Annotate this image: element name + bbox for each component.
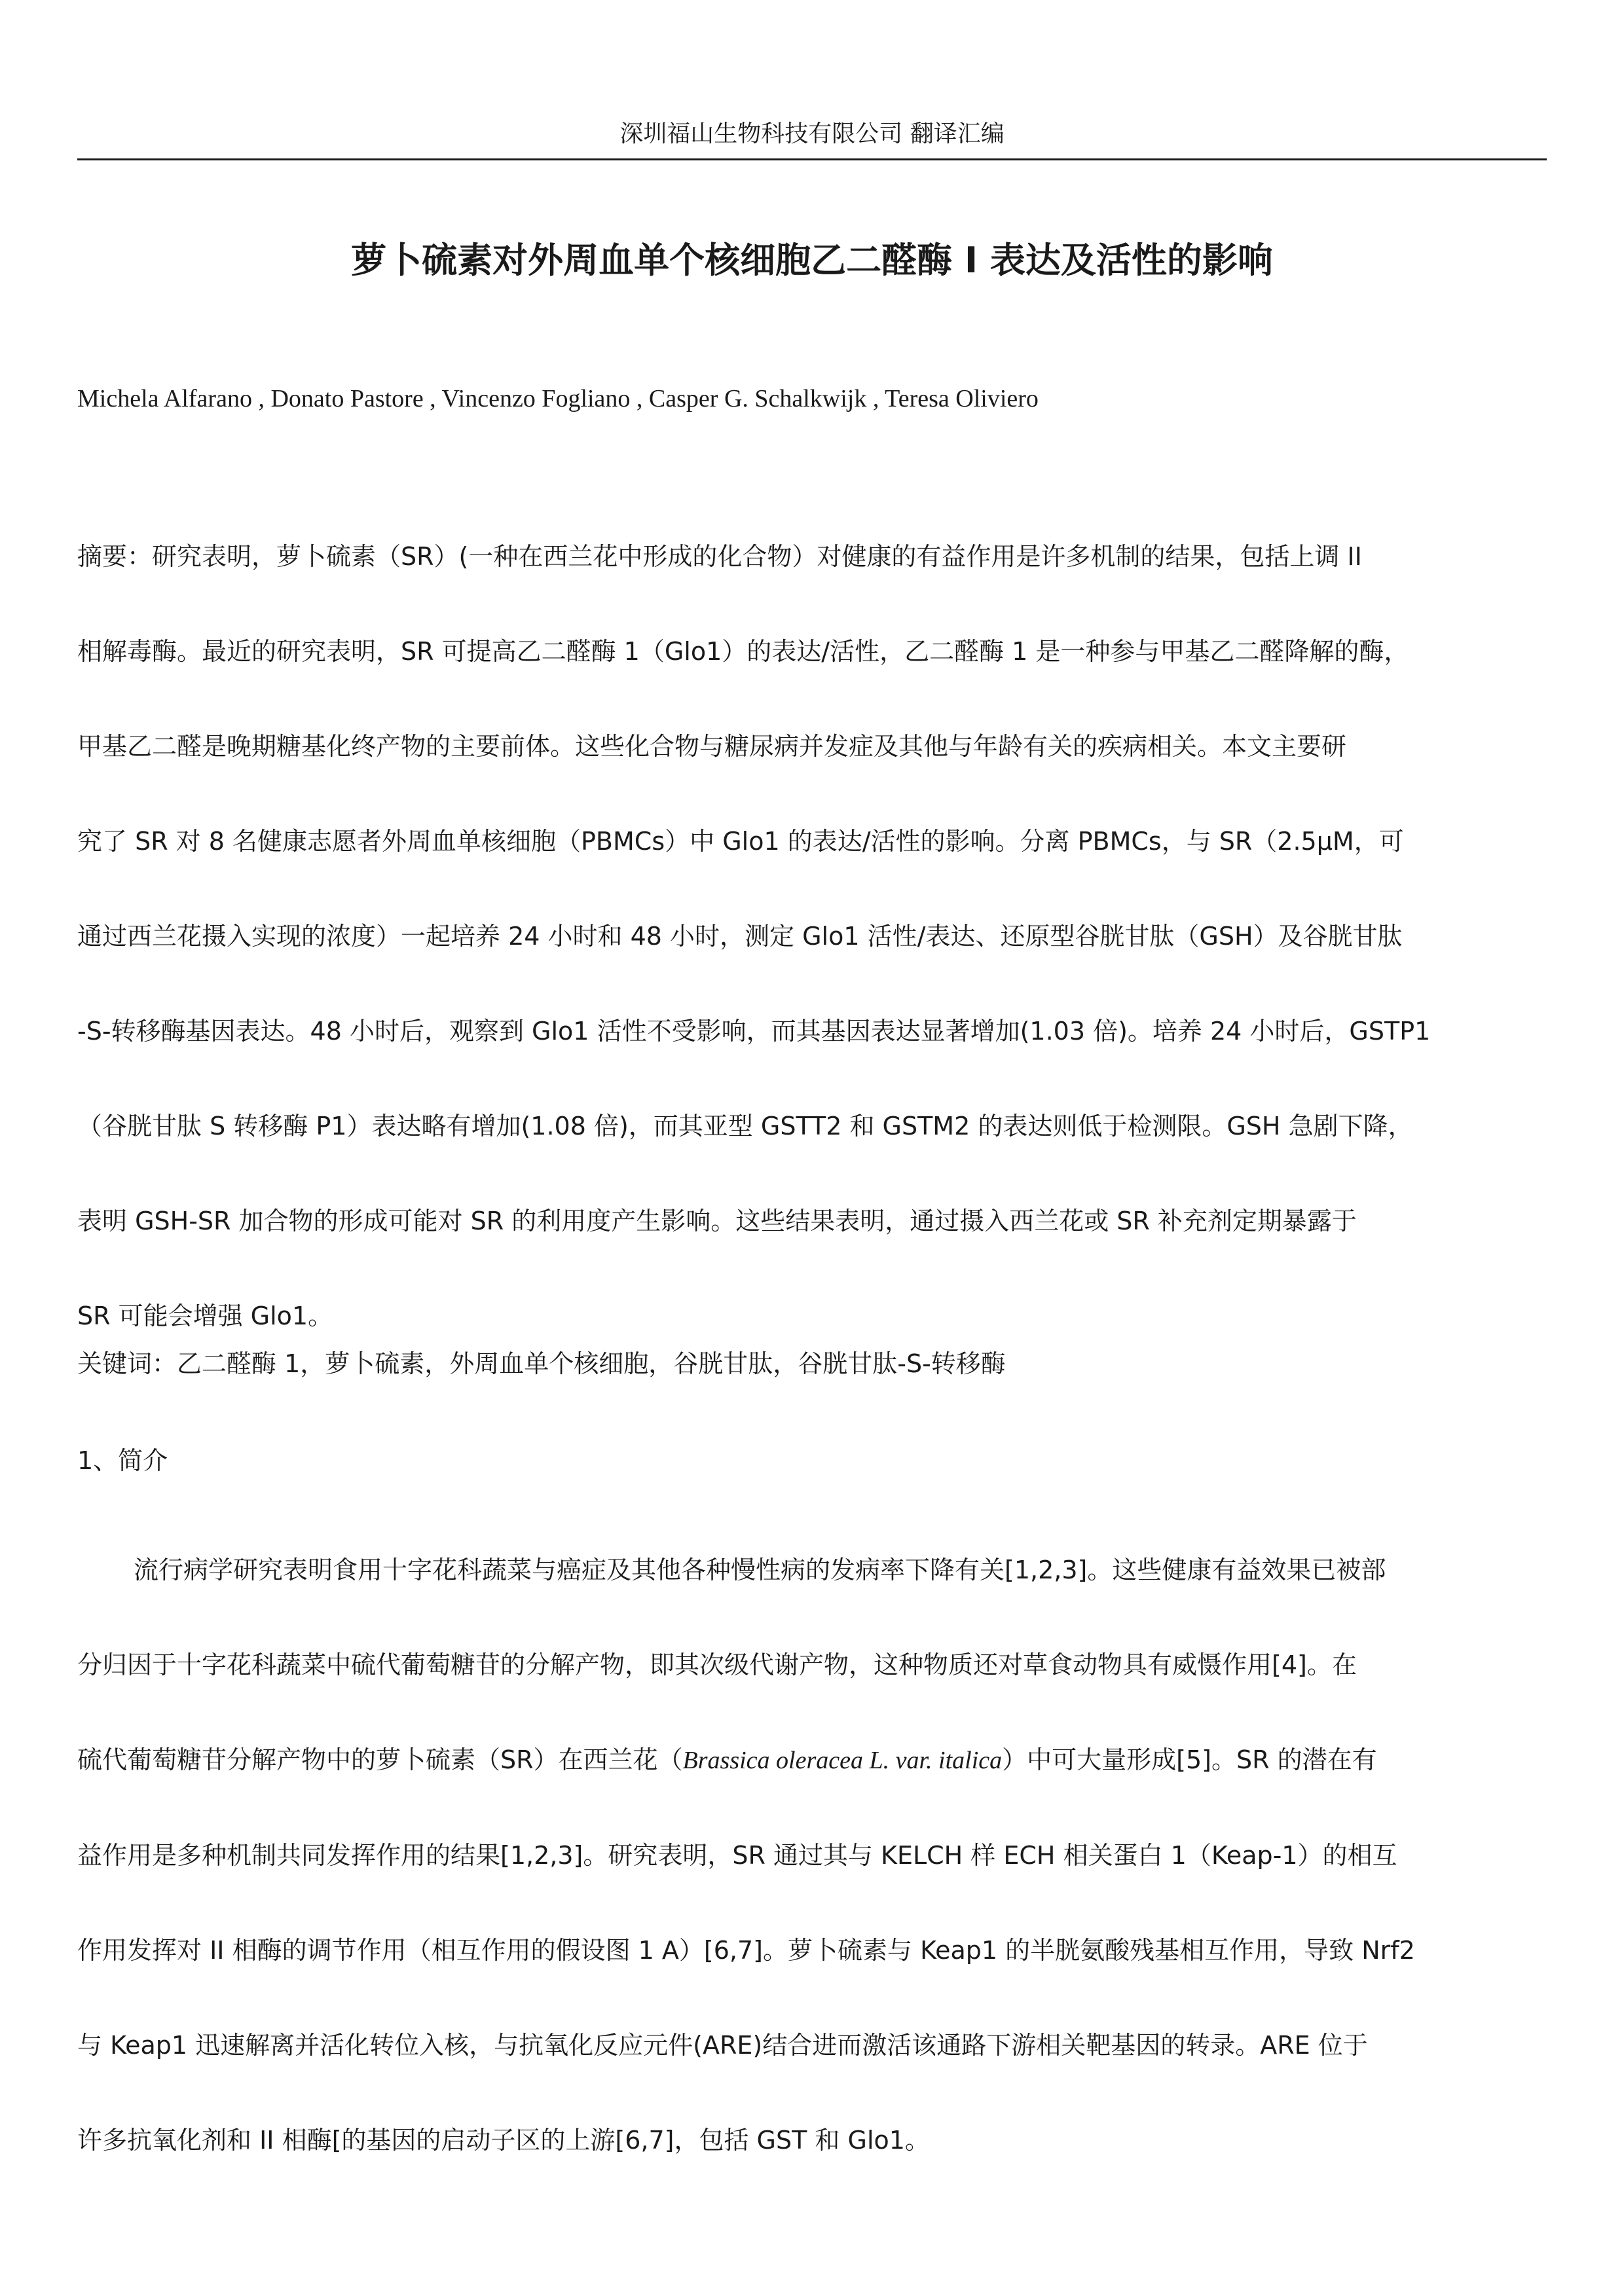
abstract-line: SR 可能会增强 Glo1。 [77,1302,333,1330]
abstract-line: 表明 GSH-SR 加合物的形成可能对 SR 的利用度产生影响。这些结果表明，通过摄入西兰花或 SR 补充剂定期暴露于 [77,1207,1357,1235]
intro-line: 流行病学研究表明食用十字花科蔬菜与癌症及其他各种慢性病的发病率下降有关[1,2,3]。这些健康有益效果已被部 [134,1556,1386,1584]
running-header: 深圳福山生物科技有限公司 翻译汇编 [619,120,1005,147]
keywords [77,1317,1547,1412]
abstract-line: -S-转移酶基因表达。48 小时后，观察到 Glo1 活性不受影响，而其基因表达显著增加(1.03 倍)。培养 24 小时后，GSTP1 [77,1017,1431,1046]
header-divider [77,158,1547,160]
abstract-line: 相解毒酶。最近的研究表明，SR 可提高乙二醛酶 1（Glo1）的表达/活性，乙二醛酶 1 是一种参与甲基乙二醛降解的酶， [77,637,1409,666]
keywords-line: 关键词：乙二醛酶 1，萝卜硫素，外周血单个核细胞，谷胱甘肽，谷胱甘肽-S-转移酶 [77,1349,1006,1378]
section-heading-introduction: 1、简介 [77,1446,168,1475]
intro-line: 益作用是多种机制共同发挥作用的结果[1,2,3]。研究表明，SR 通过其与 KELCH 样 ECH 相关蛋白 1（Keap-1）的相互 [77,1841,1397,1870]
intro-text: ）中可大量形成[5]。SR 的潜在有 [1002,1745,1377,1774]
abstract-line: 究了 SR 对 8 名健康志愿者外周血单核细胞（PBMCs）中 Glo1 的表达/活性的影响。分离 PBMCs，与 SR（2.5μM，可 [77,827,1404,856]
intro-line: 许多抗氧化剂和 II 相酶[的基因的启动子区的上游[6,7]，包括 GST 和 Glo1。 [77,2126,930,2155]
abstract-line: 通过西兰花摄入实现的浓度）一起培养 24 小时和 48 小时，测定 Glo1 活性/表达、还原型谷胱甘肽（GSH）及谷胱甘肽 [77,922,1403,951]
intro-text: 硫代葡萄糖苷分解产物中的萝卜硫素（SR）在西兰花（ [77,1745,683,1774]
page-title: 萝卜硫素对外周血单个核细胞乙二醛酶 I 表达及活性的影响 [351,240,1273,281]
intro-line: 与 Keap1 迅速解离并活化转位入核，与抗氧化反应元件(ARE)结合进而激活该通路下游相关靶基因的转录。ARE 位于 [77,2031,1368,2060]
abstract-line: 摘要：研究表明，萝卜硫素（SR）(一种在西兰花中形成的化合物）对健康的有益作用是许多机制的结果，包括上调 II [77,542,1362,571]
intro-line: 分归因于十字花科蔬菜中硫代葡萄糖苷的分解产物，即其次级代谢产物，这种物质还对草食动物具有威慑作用[4]。在 [77,1650,1357,1679]
abstract-line: 甲基乙二醛是晚期糖基化终产物的主要前体。这些化合物与糖尿病并发症及其他与年龄有关的疾病相关。本文主要研 [77,732,1347,761]
introduction-paragraph [77,1523,1547,2188]
intro-line: 作用发挥对 II 相酶的调节作用（相互作用的假设图 1 A）[6,7]。萝卜硫素与 Keap1 的半胱氨酸残基相互作用，导致 Nrf2 [77,1936,1415,1965]
abstract [77,509,1547,1364]
intro-line [77,1713,1547,1808]
abstract-line: （谷胱甘肽 S 转移酶 P1）表达略有增加(1.08 倍)，而其亚型 GSTT2 和 GSTM2 的表达则低于检测限。GSH 急剧下降， [77,1112,1413,1140]
species-name: Brassica oleracea L. var. italica [682,1747,1003,1774]
author-list: Michela Alfarano , Donato Pastore , Vincenzo Fogliano , Casper G. Schalkwijk , Teresa Oliviero [77,385,1039,412]
